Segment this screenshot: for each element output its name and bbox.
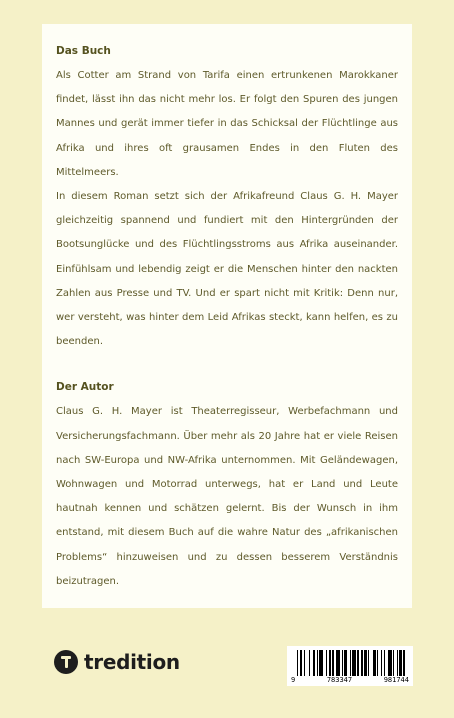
publisher-logo [54,650,180,674]
barcode-digit-group-2: 981744 [383,676,409,684]
book-heading: Das Buch [56,45,111,57]
book-description-paragraph-1: Als Cotter am Strand von Tarifa einen ertrunkenen Marokkaner findet, lässt ihn das nicht mehr los. Er folgt den Spuren des jungen Mannes und gerät immer tiefer in das Schicksal der Flüchtlinge aus Afrika und ihres oft grausamen Endes in den Fluten des Mittelmeers. [56,70,398,178]
barcode-digit-group-1: 783347 [326,676,353,684]
tredition-t-logo-icon [54,650,78,674]
barcode-bar [403,650,404,676]
publisher-name: tredition [84,650,180,674]
barcode-bars [297,650,405,676]
author-heading: Der Autor [56,381,114,394]
barcode-digit-prefix: 9 [291,676,296,684]
author-bio-paragraph: Claus G. H. Mayer ist Theaterregisseur, Werbefachmann und Versicherungsfachmann. Über mehr als 20 Jahre hat er viele Reisen nach SW-Europa und NW-Afrika unternommen. Mit Geländewagen, Wohnwagen und Motorrad unterwegs, hat er Land und Leute hautnah kennen und schätzen gelernt. Bis der Wunsch in ihm entstand, mit diesem Buch auf die wahre Natur des „afrikanischen Problems“ hinzuweisen und zu dessen besserem Verständnis beizutragen. [56,406,398,587]
book-description-paragraph-2: In diesem Roman setzt sich der Afrikafreund Claus G. H. Mayer gleichzeitig spannend und fundiert mit den Hintergründen der Bootsunglücke und des Flüchtlingsstroms aus Afrika auseinander. Einfühlsam und lebendig zeigt er die Menschen hinter den nackten Zahlen aus Presse und TV. Und er spart nicht mit Kritik: Denn nur, wer versteht, was hinter dem Leid Afrikas steckt, kann helfen, es zu beenden. [56,191,398,348]
isbn-barcode [287,646,413,686]
barcode-digits [291,676,409,684]
back-cover-text-panel [42,24,412,608]
